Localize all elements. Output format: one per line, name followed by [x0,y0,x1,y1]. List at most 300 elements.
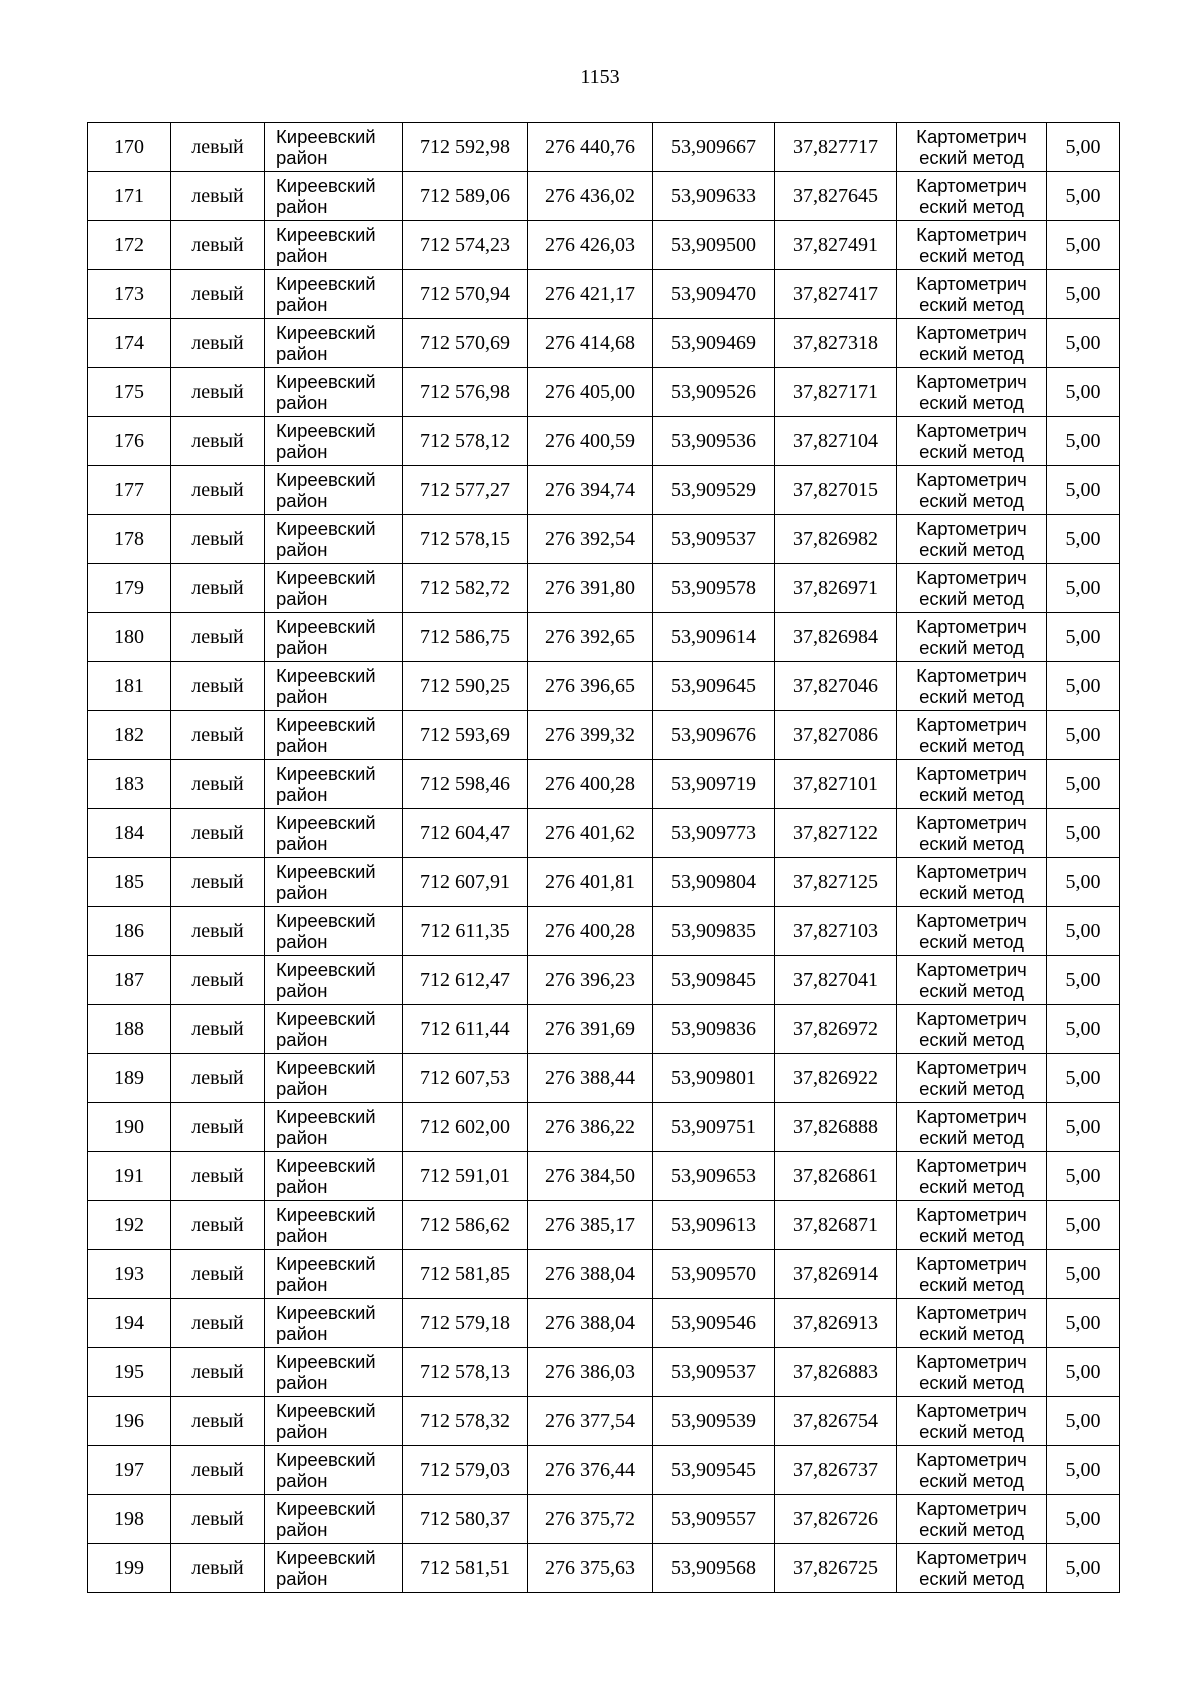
latitude-cell: 53,909537 [653,515,775,564]
accuracy-cell: 5,00 [1047,319,1120,368]
district-cell [265,466,403,515]
district-cell [265,172,403,221]
point-number-cell: 187 [88,956,171,1005]
longitude-cell: 37,827417 [775,270,897,319]
latitude-cell: 53,909751 [653,1103,775,1152]
district-line: район [276,245,328,266]
accuracy-cell: 5,00 [1047,956,1120,1005]
latitude-cell: 53,909557 [653,1495,775,1544]
district-cell [265,1201,403,1250]
point-number-cell: 186 [88,907,171,956]
side-cell: левый [171,1348,265,1397]
district-cell [265,1495,403,1544]
side-cell: левый [171,368,265,417]
method-line: еский метод [919,343,1024,364]
side-cell: левый [171,1103,265,1152]
table-row [88,1544,1120,1593]
method-line: еский метод [919,294,1024,315]
longitude-cell: 37,826871 [775,1201,897,1250]
longitude-cell: 37,827086 [775,711,897,760]
side-cell: левый [171,1250,265,1299]
method-cell [897,466,1047,515]
coord-y-cell: 276 388,04 [528,1299,653,1348]
district-cell [265,809,403,858]
method-cell [897,613,1047,662]
district-line: Киреевский [276,1498,376,1519]
method-line: Картометрич [916,1400,1027,1421]
district-line: район [276,441,328,462]
point-number-cell: 196 [88,1397,171,1446]
coord-y-cell: 276 392,65 [528,613,653,662]
coord-y-cell: 276 396,65 [528,662,653,711]
method-line: Картометрич [916,1547,1027,1568]
side-cell: левый [171,809,265,858]
latitude-cell: 53,909801 [653,1054,775,1103]
side-cell: левый [171,613,265,662]
coord-x-cell: 712 607,91 [403,858,528,907]
point-number-cell: 170 [88,123,171,172]
method-cell [897,1250,1047,1299]
longitude-cell: 37,826913 [775,1299,897,1348]
district-line: Киреевский [276,469,376,490]
longitude-cell: 37,827101 [775,760,897,809]
table-row [88,956,1120,1005]
longitude-cell: 37,827122 [775,809,897,858]
district-line: район [276,1078,328,1099]
table-row [88,1152,1120,1201]
coord-x-cell: 712 586,75 [403,613,528,662]
district-cell [265,1299,403,1348]
method-cell [897,1201,1047,1250]
coord-y-cell: 276 385,17 [528,1201,653,1250]
latitude-cell: 53,909633 [653,172,775,221]
side-cell: левый [171,1152,265,1201]
district-cell [265,613,403,662]
district-line: Киреевский [276,1155,376,1176]
point-number-cell: 194 [88,1299,171,1348]
district-cell [265,123,403,172]
table-row [88,515,1120,564]
method-cell [897,564,1047,613]
method-line: еский метод [919,1568,1024,1589]
point-number-cell: 183 [88,760,171,809]
district-line: Киреевский [276,126,376,147]
coord-y-cell: 276 426,03 [528,221,653,270]
method-cell [897,956,1047,1005]
method-cell [897,172,1047,221]
table-row [88,1103,1120,1152]
side-cell: левый [171,662,265,711]
district-cell [265,1446,403,1495]
method-line: еский метод [919,980,1024,1001]
point-number-cell: 172 [88,221,171,270]
district-line: район [276,1519,328,1540]
side-cell: левый [171,319,265,368]
coord-y-cell: 276 391,80 [528,564,653,613]
coord-y-cell: 276 401,62 [528,809,653,858]
method-line: еский метод [919,1078,1024,1099]
latitude-cell: 53,909835 [653,907,775,956]
accuracy-cell: 5,00 [1047,760,1120,809]
method-line: Картометрич [916,1008,1027,1029]
point-number-cell: 193 [88,1250,171,1299]
accuracy-cell: 5,00 [1047,1299,1120,1348]
longitude-cell: 37,827717 [775,123,897,172]
side-cell: левый [171,1397,265,1446]
accuracy-cell: 5,00 [1047,613,1120,662]
district-line: Киреевский [276,420,376,441]
district-cell [265,417,403,466]
table-row [88,1446,1120,1495]
table-row [88,1348,1120,1397]
latitude-cell: 53,909645 [653,662,775,711]
longitude-cell: 37,826888 [775,1103,897,1152]
district-line: Киреевский [276,1253,376,1274]
district-line: район [276,1323,328,1344]
table-row [88,1495,1120,1544]
method-line: еский метод [919,833,1024,854]
method-line: еский метод [919,196,1024,217]
point-number-cell: 182 [88,711,171,760]
district-line: Киреевский [276,861,376,882]
method-line: Картометрич [916,910,1027,931]
method-line: Картометрич [916,1204,1027,1225]
table-row [88,1250,1120,1299]
accuracy-cell: 5,00 [1047,417,1120,466]
longitude-cell: 37,826972 [775,1005,897,1054]
coord-y-cell: 276 386,03 [528,1348,653,1397]
method-line: Картометрич [916,1351,1027,1372]
coord-y-cell: 276 400,59 [528,417,653,466]
district-line: Киреевский [276,1302,376,1323]
method-line: Картометрич [916,175,1027,196]
accuracy-cell: 5,00 [1047,466,1120,515]
longitude-cell: 37,826883 [775,1348,897,1397]
accuracy-cell: 5,00 [1047,711,1120,760]
district-line: район [276,147,328,168]
method-cell [897,809,1047,858]
accuracy-cell: 5,00 [1047,1397,1120,1446]
longitude-cell: 37,827104 [775,417,897,466]
district-line: район [276,539,328,560]
district-line: Киреевский [276,812,376,833]
latitude-cell: 53,909667 [653,123,775,172]
latitude-cell: 53,909578 [653,564,775,613]
table-row [88,123,1120,172]
accuracy-cell: 5,00 [1047,1152,1120,1201]
latitude-cell: 53,909537 [653,1348,775,1397]
method-line: Картометрич [916,1302,1027,1323]
coord-x-cell: 712 598,46 [403,760,528,809]
district-cell [265,270,403,319]
side-cell: левый [171,1054,265,1103]
table-row [88,613,1120,662]
table-row [88,1397,1120,1446]
coord-x-cell: 712 593,69 [403,711,528,760]
method-cell [897,417,1047,466]
method-cell [897,123,1047,172]
table-row [88,1005,1120,1054]
longitude-cell: 37,827041 [775,956,897,1005]
district-line: район [276,588,328,609]
method-line: Картометрич [916,273,1027,294]
latitude-cell: 53,909570 [653,1250,775,1299]
method-cell [897,1495,1047,1544]
table-row [88,466,1120,515]
method-line: Картометрич [916,665,1027,686]
district-line: район [276,196,328,217]
coord-x-cell: 712 578,15 [403,515,528,564]
coord-x-cell: 712 578,32 [403,1397,528,1446]
point-number-cell: 180 [88,613,171,662]
table-row [88,907,1120,956]
coord-x-cell: 712 578,12 [403,417,528,466]
district-cell [265,1397,403,1446]
accuracy-cell: 5,00 [1047,809,1120,858]
district-line: Киреевский [276,959,376,980]
coord-x-cell: 712 579,18 [403,1299,528,1348]
district-line: Киреевский [276,567,376,588]
longitude-cell: 37,827015 [775,466,897,515]
side-cell: левый [171,1299,265,1348]
method-line: Картометрич [916,469,1027,490]
latitude-cell: 53,909613 [653,1201,775,1250]
district-cell [265,515,403,564]
side-cell: левый [171,1544,265,1593]
accuracy-cell: 5,00 [1047,1054,1120,1103]
district-line: район [276,1127,328,1148]
coord-x-cell: 712 577,27 [403,466,528,515]
method-cell [897,662,1047,711]
method-line: Картометрич [916,1498,1027,1519]
district-line: Киреевский [276,224,376,245]
accuracy-cell: 5,00 [1047,1250,1120,1299]
accuracy-cell: 5,00 [1047,368,1120,417]
latitude-cell: 53,909719 [653,760,775,809]
table-row [88,711,1120,760]
latitude-cell: 53,909836 [653,1005,775,1054]
longitude-cell: 37,827491 [775,221,897,270]
method-line: Картометрич [916,567,1027,588]
point-number-cell: 176 [88,417,171,466]
coord-x-cell: 712 611,35 [403,907,528,956]
longitude-cell: 37,826971 [775,564,897,613]
district-line: район [276,1568,328,1589]
accuracy-cell: 5,00 [1047,1348,1120,1397]
method-line: Картометрич [916,224,1027,245]
coord-y-cell: 276 386,22 [528,1103,653,1152]
coord-y-cell: 276 405,00 [528,368,653,417]
side-cell: левый [171,221,265,270]
side-cell: левый [171,1201,265,1250]
coord-y-cell: 276 421,17 [528,270,653,319]
coord-x-cell: 712 579,03 [403,1446,528,1495]
district-line: район [276,1029,328,1050]
coord-x-cell: 712 592,98 [403,123,528,172]
table-row [88,1299,1120,1348]
longitude-cell: 37,827318 [775,319,897,368]
coord-x-cell: 712 590,25 [403,662,528,711]
coord-y-cell: 276 388,04 [528,1250,653,1299]
district-line: Киреевский [276,714,376,735]
method-line: еский метод [919,1323,1024,1344]
table-row [88,662,1120,711]
district-line: район [276,1274,328,1295]
method-cell [897,1446,1047,1495]
side-cell: левый [171,172,265,221]
district-line: Киреевский [276,1204,376,1225]
longitude-cell: 37,826754 [775,1397,897,1446]
district-line: Киреевский [276,1057,376,1078]
district-line: район [276,735,328,756]
longitude-cell: 37,826725 [775,1544,897,1593]
side-cell: левый [171,466,265,515]
district-line: Киреевский [276,1008,376,1029]
coord-y-cell: 276 396,23 [528,956,653,1005]
point-number-cell: 199 [88,1544,171,1593]
district-line: Киреевский [276,273,376,294]
coord-y-cell: 276 399,32 [528,711,653,760]
side-cell: левый [171,515,265,564]
district-cell [265,1054,403,1103]
district-line: Киреевский [276,1400,376,1421]
method-line: еский метод [919,588,1024,609]
accuracy-cell: 5,00 [1047,221,1120,270]
district-cell [265,662,403,711]
method-cell [897,270,1047,319]
method-line: Картометрич [916,322,1027,343]
longitude-cell: 37,827645 [775,172,897,221]
method-cell [897,711,1047,760]
accuracy-cell: 5,00 [1047,564,1120,613]
table-row [88,221,1120,270]
coord-x-cell: 712 607,53 [403,1054,528,1103]
method-line: еский метод [919,245,1024,266]
point-number-cell: 188 [88,1005,171,1054]
coord-x-cell: 712 578,13 [403,1348,528,1397]
method-line: Картометрич [916,1155,1027,1176]
side-cell: левый [171,711,265,760]
accuracy-cell: 5,00 [1047,123,1120,172]
method-line: еский метод [919,1519,1024,1540]
district-cell [265,858,403,907]
method-line: Картометрич [916,959,1027,980]
coord-x-cell: 712 570,69 [403,319,528,368]
side-cell: левый [171,270,265,319]
coord-x-cell: 712 611,44 [403,1005,528,1054]
district-line: район [276,1372,328,1393]
coordinates-table [87,122,1120,1593]
district-line: Киреевский [276,1106,376,1127]
method-line: Картометрич [916,714,1027,735]
method-line: еский метод [919,1372,1024,1393]
accuracy-cell: 5,00 [1047,1201,1120,1250]
latitude-cell: 53,909676 [653,711,775,760]
longitude-cell: 37,827125 [775,858,897,907]
district-cell [265,564,403,613]
side-cell: левый [171,907,265,956]
district-line: район [276,294,328,315]
district-cell [265,1005,403,1054]
longitude-cell: 37,827046 [775,662,897,711]
district-line: Киреевский [276,1547,376,1568]
point-number-cell: 195 [88,1348,171,1397]
table-body [88,123,1120,1593]
accuracy-cell: 5,00 [1047,858,1120,907]
method-line: Картометрич [916,371,1027,392]
method-line: еский метод [919,1470,1024,1491]
method-cell [897,1005,1047,1054]
coord-y-cell: 276 375,72 [528,1495,653,1544]
method-line: еский метод [919,882,1024,903]
accuracy-cell: 5,00 [1047,1446,1120,1495]
latitude-cell: 53,909470 [653,270,775,319]
latitude-cell: 53,909804 [653,858,775,907]
method-line: еский метод [919,1127,1024,1148]
district-line: Киреевский [276,1449,376,1470]
method-cell [897,858,1047,907]
accuracy-cell: 5,00 [1047,1544,1120,1593]
district-line: Киреевский [276,1351,376,1372]
longitude-cell: 37,826922 [775,1054,897,1103]
method-line: еский метод [919,147,1024,168]
point-number-cell: 197 [88,1446,171,1495]
point-number-cell: 177 [88,466,171,515]
accuracy-cell: 5,00 [1047,515,1120,564]
method-line: Картометрич [916,861,1027,882]
table-row [88,564,1120,613]
method-line: Картометрич [916,1106,1027,1127]
coord-y-cell: 276 400,28 [528,907,653,956]
table-row [88,172,1120,221]
longitude-cell: 37,827103 [775,907,897,956]
district-line: район [276,392,328,413]
method-line: еский метод [919,784,1024,805]
point-number-cell: 171 [88,172,171,221]
coord-y-cell: 276 436,02 [528,172,653,221]
longitude-cell: 37,826982 [775,515,897,564]
page-number: 1153 [580,66,620,88]
method-line: еский метод [919,1274,1024,1295]
district-cell [265,956,403,1005]
district-cell [265,711,403,760]
method-line: еский метод [919,490,1024,511]
method-cell [897,1348,1047,1397]
point-number-cell: 192 [88,1201,171,1250]
district-cell [265,1152,403,1201]
district-line: Киреевский [276,322,376,343]
method-line: Картометрич [916,616,1027,637]
coord-y-cell: 276 401,81 [528,858,653,907]
method-cell [897,221,1047,270]
side-cell: левый [171,760,265,809]
method-line: Картометрич [916,1057,1027,1078]
method-cell [897,1544,1047,1593]
method-line: еский метод [919,686,1024,707]
method-line: еский метод [919,539,1024,560]
coord-x-cell: 712 581,51 [403,1544,528,1593]
district-cell [265,1348,403,1397]
point-number-cell: 198 [88,1495,171,1544]
district-line: район [276,686,328,707]
method-line: еский метод [919,1225,1024,1246]
table-row [88,1201,1120,1250]
coord-y-cell: 276 384,50 [528,1152,653,1201]
longitude-cell: 37,826914 [775,1250,897,1299]
point-number-cell: 173 [88,270,171,319]
district-cell [265,907,403,956]
point-number-cell: 191 [88,1152,171,1201]
